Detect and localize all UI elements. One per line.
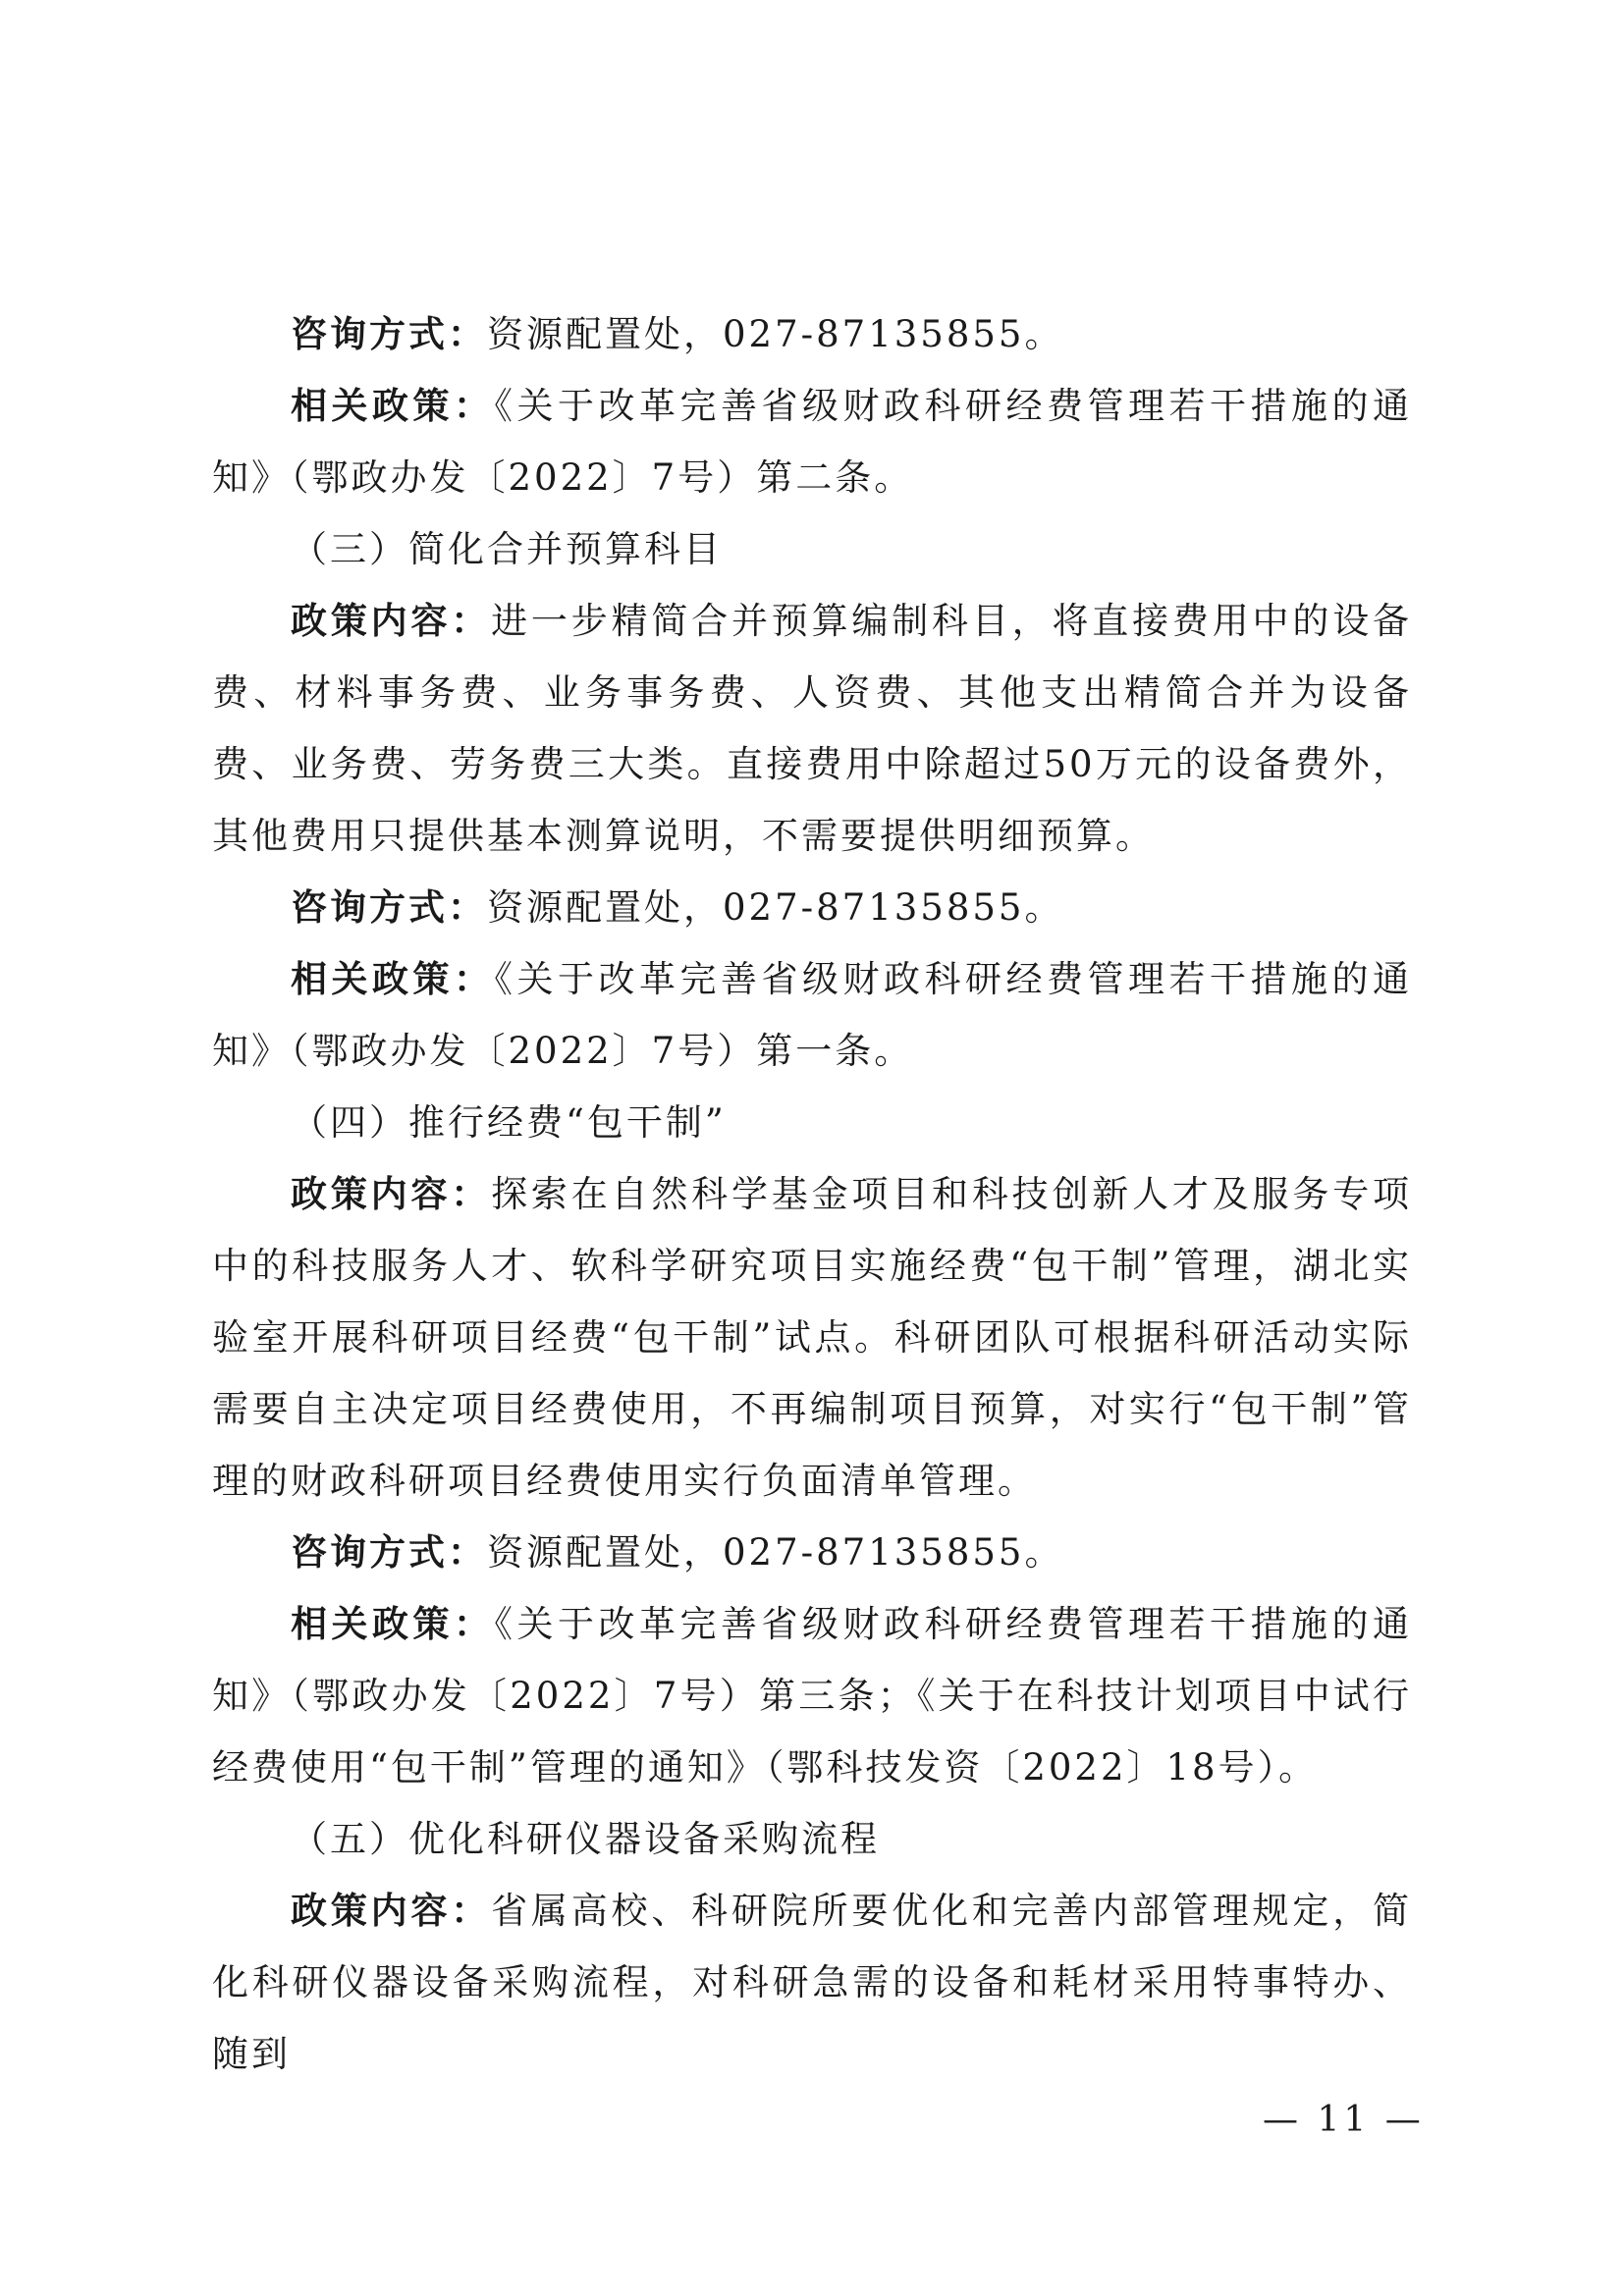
section-heading: （三）简化合并预算科目 [291, 528, 723, 570]
contact-paragraph [212, 1517, 1412, 1588]
document-body [212, 298, 1412, 2090]
related-policy-paragraph [212, 1588, 1412, 1803]
related-policy-paragraph [212, 370, 1412, 513]
contact-paragraph [212, 872, 1412, 943]
paragraph-text: 《关于改革完善省级财政科研经费管理若干措施的通知》（鄂政办发〔2022〕7号）第三条；《关于在科技计划项目中试行经费使用“包干制”管理的通知》（鄂科技发资〔2022〕18号）。 [212, 1603, 1412, 1789]
paragraph-text: 资源配置处，027-87135855。 [487, 313, 1064, 355]
policy-content-paragraph [212, 1158, 1412, 1517]
paragraph-label: 相关政策： [291, 384, 495, 427]
page-number: — 11 — [1263, 2100, 1425, 2140]
contact-paragraph [212, 298, 1412, 370]
paragraph-label: 政策内容： [291, 599, 492, 642]
paragraph-text: 省属高校、科研院所要优化和完善内部管理规定，简化科研仪器设备采购流程，对科研急需的设备和耗材采用特事特办、随到 [212, 1890, 1413, 2075]
related-policy-paragraph [212, 943, 1412, 1087]
paragraph-text: 资源配置处，027-87135855。 [487, 886, 1064, 929]
paragraph-label: 咨询方式： [291, 885, 487, 929]
paragraph-label: 政策内容： [291, 1172, 492, 1215]
policy-content-paragraph [212, 1875, 1412, 2090]
paragraph-label: 相关政策： [291, 957, 495, 1000]
paragraph-text: 《关于改革完善省级财政科研经费管理若干措施的通知》（鄂政办发〔2022〕7号）第二条。 [212, 385, 1412, 499]
paragraph-text: 《关于改革完善省级财政科研经费管理若干措施的通知》（鄂政办发〔2022〕7号）第一条。 [212, 958, 1412, 1072]
paragraph-label: 咨询方式： [291, 1530, 487, 1574]
paragraph-text: 探索在自然科学基金项目和科技创新人才及服务专项中的科技服务人才、软科学研究项目实施经费“包干制”管理，湖北实验室开展科研项目经费“包干制”试点。科研团队可根据科研活动实际需要自主决定项目经费使用，不再编制项目预算，对实行“包干制”管理的财政科研项目经费使用实行负面清单管理。 [212, 1173, 1413, 1502]
paragraph-text: 资源配置处，027-87135855。 [487, 1531, 1064, 1574]
section-heading: （四）推行经费“包干制” [291, 1101, 727, 1144]
paragraph-label: 政策内容： [291, 1889, 492, 1932]
section-heading: （五）优化科研仪器设备采购流程 [291, 1818, 880, 1860]
paragraph-text: 进一步精简合并预算编制科目，将直接费用中的设备费、材料事务费、业务事务费、人资费、其他支出精简合并为设备费、业务费、劳务费三大类。直接费用中除超过50万元的设备费外，其他费用只提供基本测算说明，不需要提供明细预算。 [212, 600, 1413, 857]
paragraph-label: 相关政策： [291, 1602, 495, 1645]
policy-content-paragraph [212, 585, 1412, 872]
paragraph-label: 咨询方式： [291, 312, 487, 355]
